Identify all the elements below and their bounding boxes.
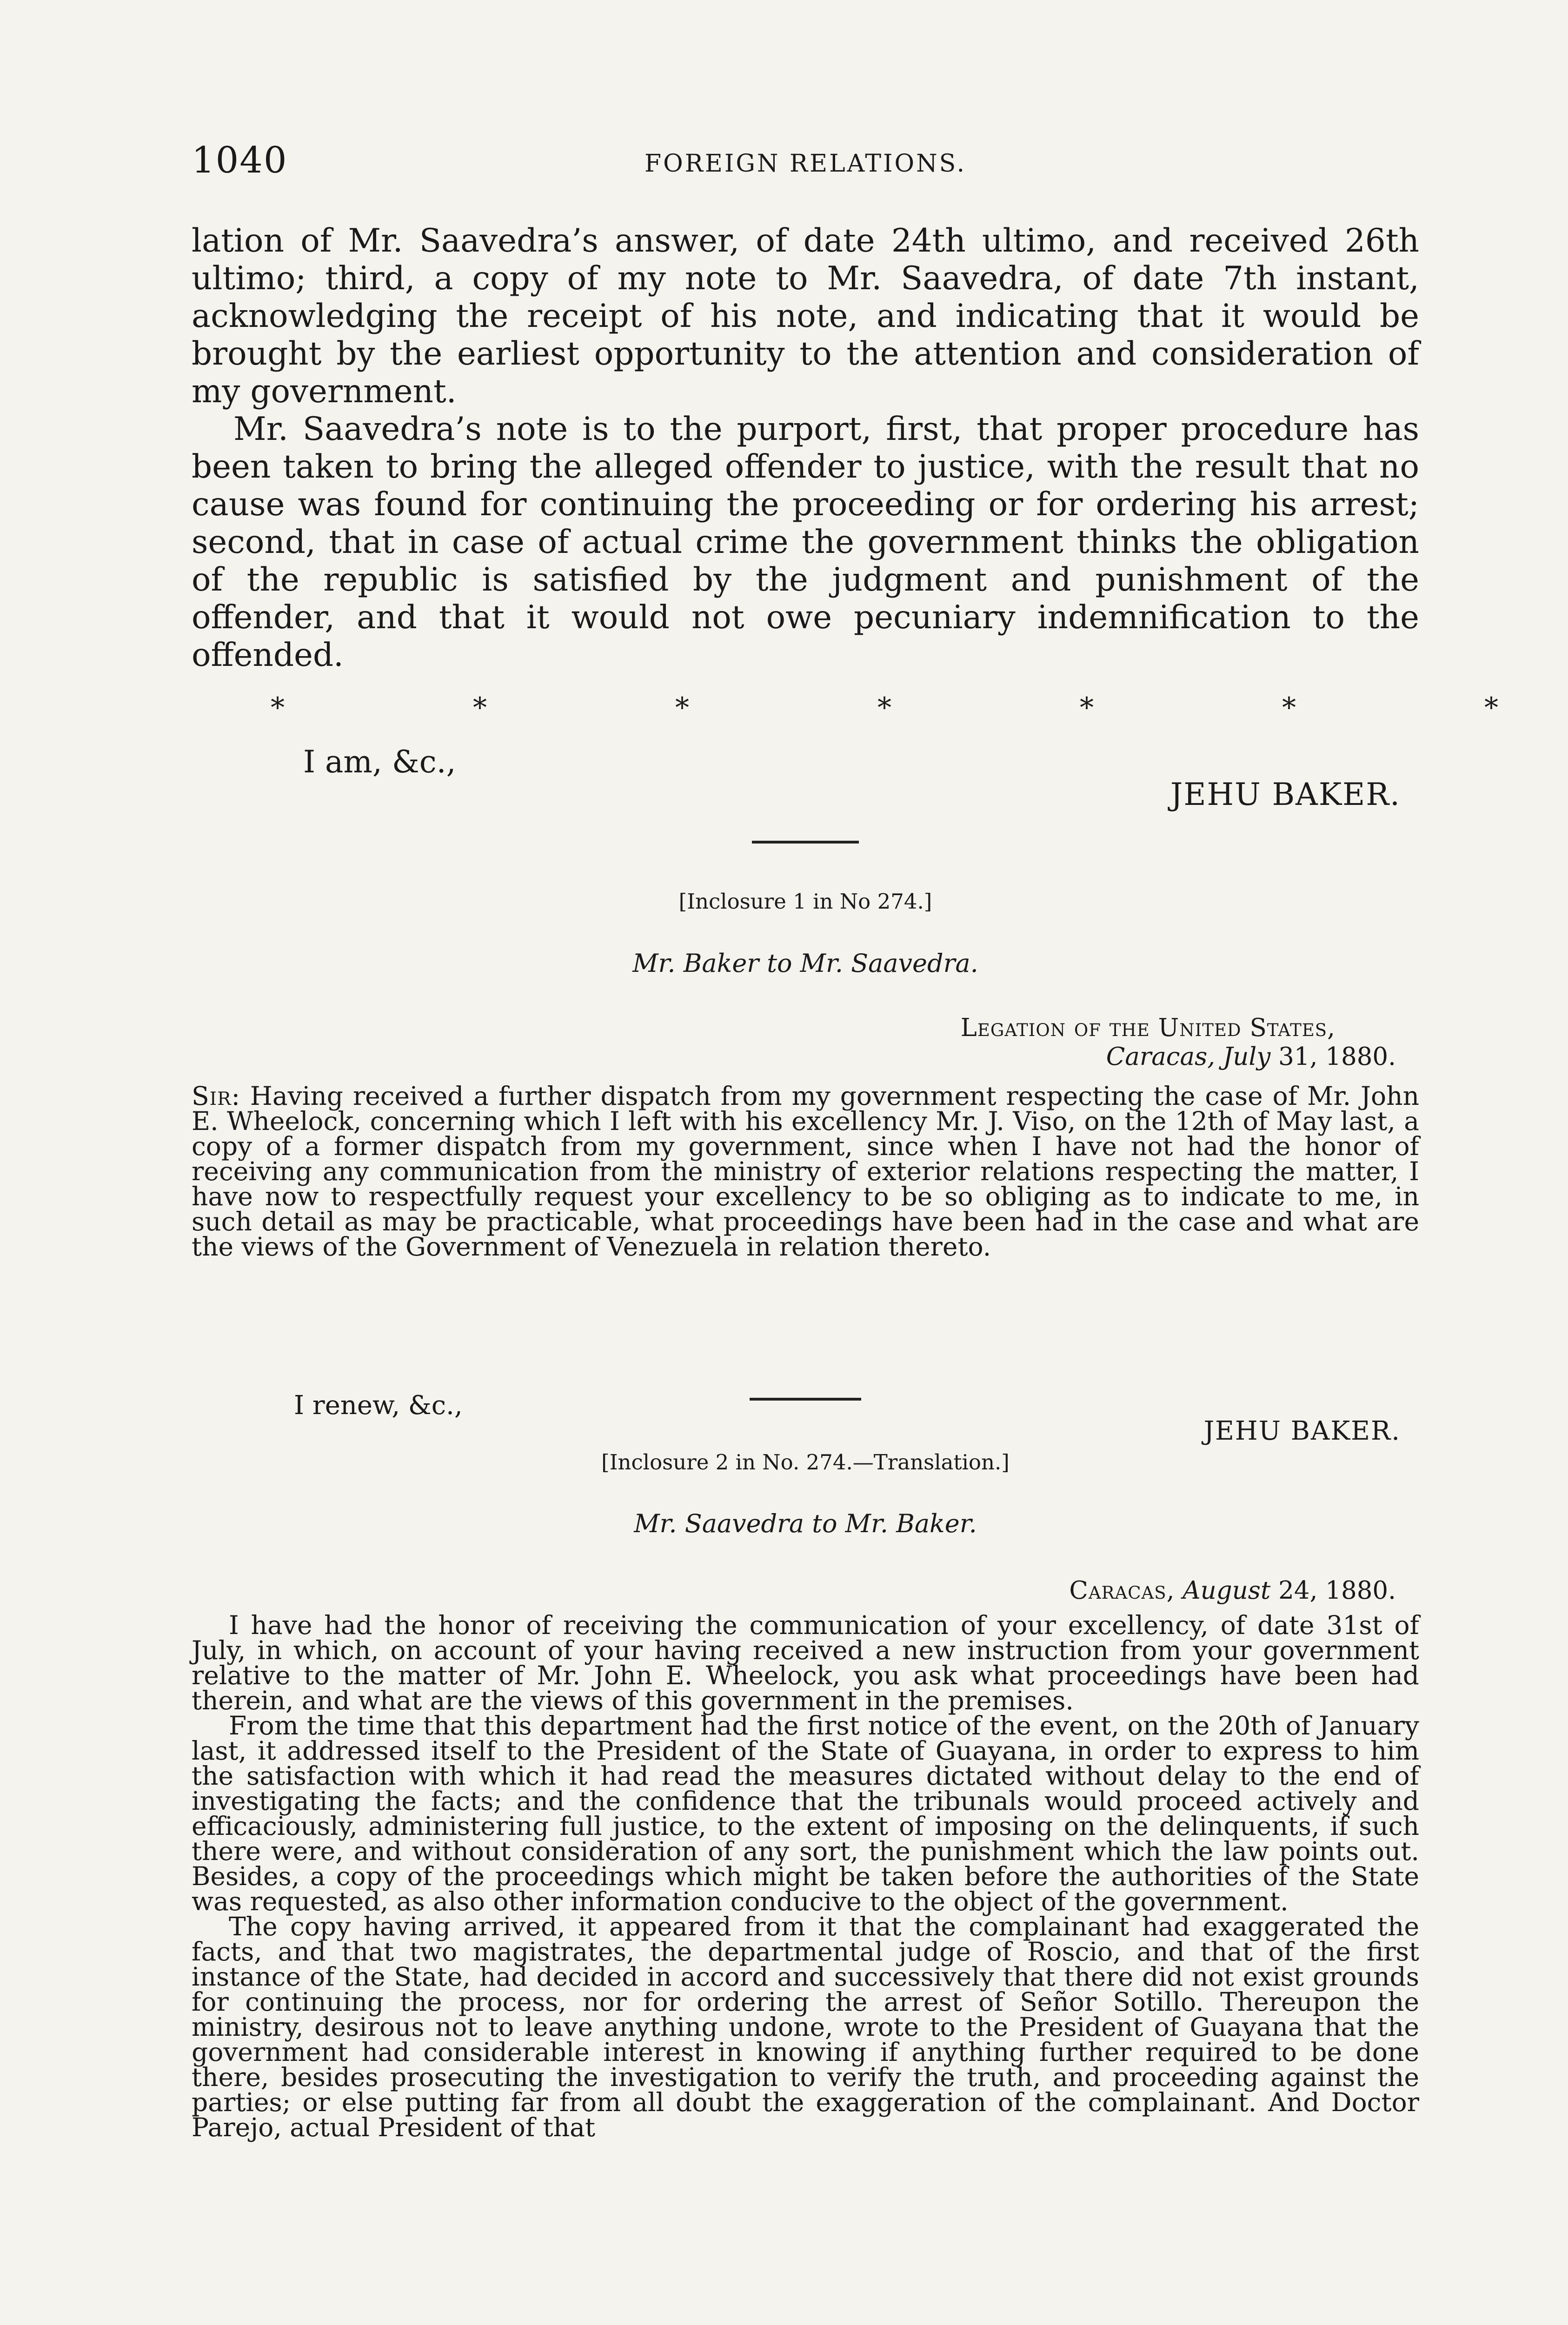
inclosure-2-heading: [Inclosure 2 in No. 274.—Translation.] — [601, 1450, 1010, 1475]
paragraph: I have had the honor of receiving the communication of your excellency, of date 31st of July, in which, on account of your having received a new instruction from your government relative to the matter of Mr. John E. Wheelock, you ask what proceedings have been had therein, and what are the views of this government in the premises. — [192, 1610, 1419, 1715]
date-year: 31, 1880. — [1278, 1043, 1396, 1071]
paragraph: From the time that this department had the first notice of the event, on the 20th of January last, it addressed itself to the President of the State of Guayana, in order to express to him the satisfaction with which it had read the measures dictated without delay to the end of investigating the facts; and the confidence that the tribunals would proceed actively and efficaciously, administering full justice, to the extent of imposing on the delinquents, if such there were, and without consideration of any sort, the punishment which the law points out. Besides, a copy of the proceedings which might be taken before the authorities of the State was requested, as also other information conducive to the object of the government. — [192, 1711, 1419, 1916]
inclosure-2-body — [192, 1610, 1419, 2142]
paragraph-continuation: lation of Mr. Saavedra’s answer, of date 24th ultimo, and received 26th ultimo; third, a copy of my note to Mr. Saavedra, of date 7th instant, acknowledging the receipt of his note, and indicating that it would be brought by the earliest opportunity to the attention and consideration of my government. — [192, 222, 1419, 410]
inclosure-1-title: Mr. Baker to Mr. Saavedra. — [632, 949, 978, 978]
inclosure-2-dateline — [192, 1576, 1419, 1605]
inclosure-1-heading: [Inclosure 1 in No 274.] — [678, 889, 932, 914]
inclosure-2-title: Mr. Saavedra to Mr. Baker. — [634, 1509, 977, 1538]
signature: JEHU BAKER. — [1203, 1416, 1401, 1446]
inclosure-1-dateline — [192, 1014, 1419, 1071]
page-number: 1040 — [192, 140, 288, 181]
section-divider — [192, 1398, 1419, 1401]
star: * — [1080, 691, 1094, 724]
star: * — [1282, 691, 1296, 724]
date-month: July — [1223, 1043, 1271, 1071]
star: * — [1484, 691, 1498, 724]
running-header — [192, 140, 1419, 191]
star: * — [271, 691, 285, 724]
section-divider — [192, 841, 1419, 844]
inclosure-1-body — [192, 1081, 1419, 1262]
date-month: August — [1183, 1576, 1271, 1605]
divider-rule — [750, 1398, 861, 1401]
date-year: 24, 1880. — [1278, 1576, 1396, 1605]
star: * — [675, 691, 689, 724]
dispatch-closing — [192, 739, 1419, 812]
letter-body — [192, 1081, 1419, 1262]
paragraph-saavedra-note-summary: Mr. Saavedra’s note is to the purport, first, that proper procedure has been taken to bring the alleged offender to justice, with the result that no cause was found for continuing the proceeding or for ordering his arrest; second, that in case of actual crime the government thinks the obligation of the republic is satisfied by the judgment and punishment of the offender, and that it would not owe pecuniary indemnification to the offended. — [192, 411, 1419, 674]
date-line — [192, 1043, 1396, 1071]
dispatch-body — [192, 222, 1419, 674]
divider-rule — [752, 841, 859, 844]
date-place: Caracas, — [1069, 1576, 1175, 1605]
legation-line: Legation of the United States, — [960, 1014, 1335, 1042]
star: * — [877, 691, 891, 724]
letter-text: Having received a further dispatch from my government respecting the case of Mr. John E. Wheelock, concerning which I left with his excellency Mr. J. Viso, on the 12th of May last, a copy of a former dispatch from my government, since when I have not had the honor of receiving any communication from the ministry of exterior relations respecting the matter, I have now to respectfully request your excellency to be so obliging as to indicate to me, in such detail as may be practicable, what proceedings have been had in the case and what are the views of the Government of Venezuela in relation thereto. — [192, 1081, 1419, 1262]
running-title: FOREIGN RELATIONS. — [644, 150, 966, 178]
signature: JEHU BAKER. — [1170, 777, 1401, 812]
salutation: Sir: — [192, 1081, 240, 1111]
closing-phrase: I am, &c., — [303, 744, 456, 780]
star: * — [473, 691, 487, 724]
closing-phrase: I renew, &c., — [294, 1390, 463, 1421]
date-place: Caracas, — [1106, 1043, 1216, 1071]
paragraph: The copy having arrived, it appeared from it that the complainant had exaggerated the facts, and that two magistrates, the departmental judge of Roscio, and that of the first instance of the State, had decided in accord and successively that there did not exist grounds for continuing the process, nor for ordering the arrest of Señor Sotillo. Thereupon the ministry, desirous not to leave anything undone, wrote to the President of Guayana that the government had considerable interest in knowing if anything further required to be done there, besides prosecuting the investigation to verify the truth, and proceeding against the parties; or else putting far from all doubt the exaggeration of the complainant. And Doctor Parejo, actual President of that — [192, 1912, 1419, 2142]
ellipsis-stars — [192, 691, 1568, 724]
